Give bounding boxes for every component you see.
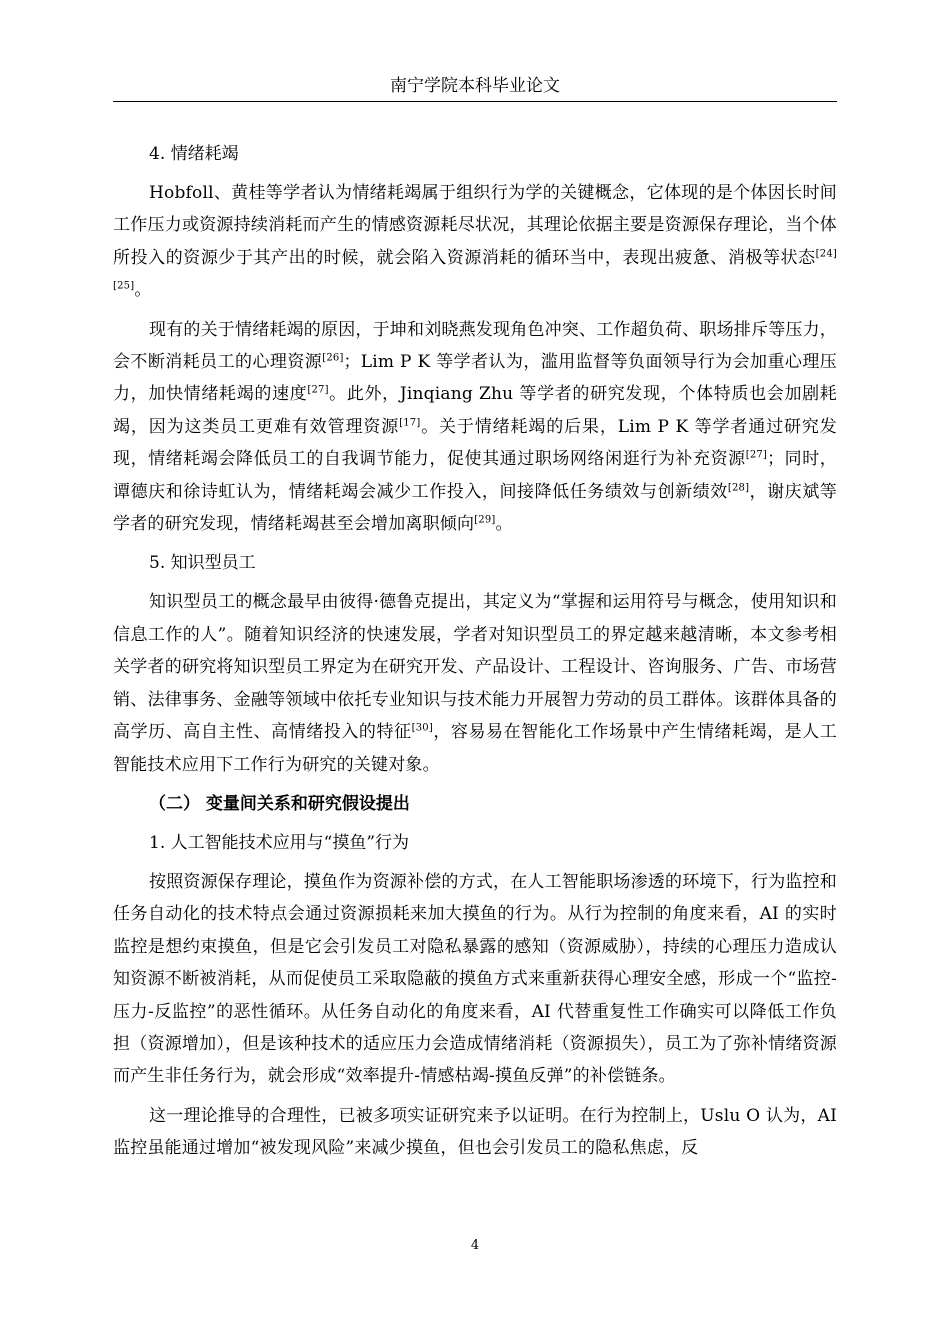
text-run: 1. 人工智能技术应用与“摸鱼”行为 xyxy=(149,832,410,853)
text-run: 。 xyxy=(495,514,513,535)
text-run: 。 xyxy=(134,280,152,301)
page-header xyxy=(113,72,837,102)
citation-ref: [17] xyxy=(399,417,421,429)
citation-ref: [26] xyxy=(322,352,344,364)
section-heading xyxy=(113,827,837,859)
text-run: （二） 变量间关系和研究假设提出 xyxy=(149,793,410,814)
section-heading xyxy=(113,138,837,170)
citation-ref: [29] xyxy=(474,514,496,526)
text-run: ；Lim P K 等学者认为，滥用监督等负面领导行为会加重心理压力，加快情绪耗竭的速度 xyxy=(113,352,837,405)
text-run: 。此外，Jinqiang Zhu 等学者的研究发现，个体特质也会加剧耗竭，因为这类员工更难有效管理资源 xyxy=(113,384,837,437)
body-paragraph xyxy=(113,586,837,780)
text-run: 知识型员工的概念最早由彼得·德鲁克提出，其定义为“掌握和运用符号与概念，使用知识和信息工作的人”。随着知识经济的快速发展，学者对知识型员工的界定越来越清晰，本文参考相关学者的研究将知识型员工界定为在研究开发、产品设计、工程设计、咨询服务、广告、市场营销、法律事务、金融等领域中依托专业知识与技术能力开展智力劳动的员工群体。该群体具备的高学历、高自主性、高情绪投入的特征 xyxy=(113,592,837,743)
header-title: 南宁学院本科毕业论文 xyxy=(390,76,560,96)
citation-ref: [27] xyxy=(307,384,329,396)
section-heading xyxy=(113,788,837,820)
text-run: 。关于情绪耗竭的后果，Lim P K 等学者通过研究发现，情绪耗竭会降低员工的自我调节能力，促使其通过职场网络闲逛行为补充资源 xyxy=(113,416,837,470)
text-run: 现有的关于情绪耗竭的原因，于坤和刘晓燕发现角色冲突、工作超负荷、职场排斥等压力，会不断消耗员工的心理资源 xyxy=(113,319,837,373)
page-number: 4 xyxy=(470,1238,480,1253)
document-body xyxy=(113,138,837,1172)
text-run: 5. 知识型员工 xyxy=(149,553,256,574)
text-run: 4. 情绪耗竭 xyxy=(149,144,239,164)
text-run: ，谢庆斌等学者的研究发现，情绪耗竭甚至会增加离职倾向 xyxy=(113,481,838,535)
body-paragraph xyxy=(113,177,837,307)
body-paragraph xyxy=(113,866,837,1093)
text-run: 这一理论推导的合理性，已被多项实证研究来予以证明。在行为控制上，Uslu O 认为，AI 监控虽能通过增加“被发现风险”来减少摸鱼，但也会引发员工的隐私焦虑，反 xyxy=(113,1105,837,1159)
citation-ref: [27] xyxy=(745,449,768,461)
text-run: ；同时，谭德庆和徐诗虹认为，情绪耗竭会减少工作投入，间接降低任务绩效与创新绩效 xyxy=(113,449,837,502)
section-heading xyxy=(113,547,837,579)
text-run: Hobfoll、黄桂等学者认为情绪耗竭属于组织行为学的关键概念，它体现的是个体因长时间工作压力或资源持续消耗而产生的情感资源耗尽状况，其理论依据主要是资源保存理论，当个体所投入的资源少于其产出的时候，就会陷入资源消耗的循环当中，表现出疲惫、消极等状态 xyxy=(113,183,837,268)
body-paragraph xyxy=(113,1100,837,1165)
text-run: ，容易易在智能化工作场景中产生情绪耗竭，是人工智能技术应用下工作行为研究的关键对象。 xyxy=(113,722,837,775)
text-run: 按照资源保存理论，摸鱼作为资源补偿的方式，在人工智能职场渗透的环境下，行为监控和任务自动化的技术特点会通过资源损耗来加大摸鱼的行为。从行为控制的角度来看，AI 的实时监控是想约束摸鱼，但是它会引发员工对隐私暴露的感知（资源威胁），持续的心理压力造成认知资源不断被消耗，从而促使员工采取隐蔽的摸鱼方式来重新获得心理安全感，形成一个“监控-压力-反监控”的恶性循环。从任务自动化的角度来看，AI 代替重复性工作确实可以降低工作负担（资源增加），但是该种技术的适应压力会造成情绪消耗（资源损失），员工为了弥补情绪资源而产生非任务行为，就会形成“效率提升-情感枯竭-摸鱼反弹”的补偿链条。 xyxy=(113,871,837,1087)
citation-ref: [30] xyxy=(411,722,433,734)
citation-ref: [28] xyxy=(727,482,750,493)
body-paragraph xyxy=(113,314,837,541)
citation-ref: [24][25] xyxy=(113,248,837,292)
